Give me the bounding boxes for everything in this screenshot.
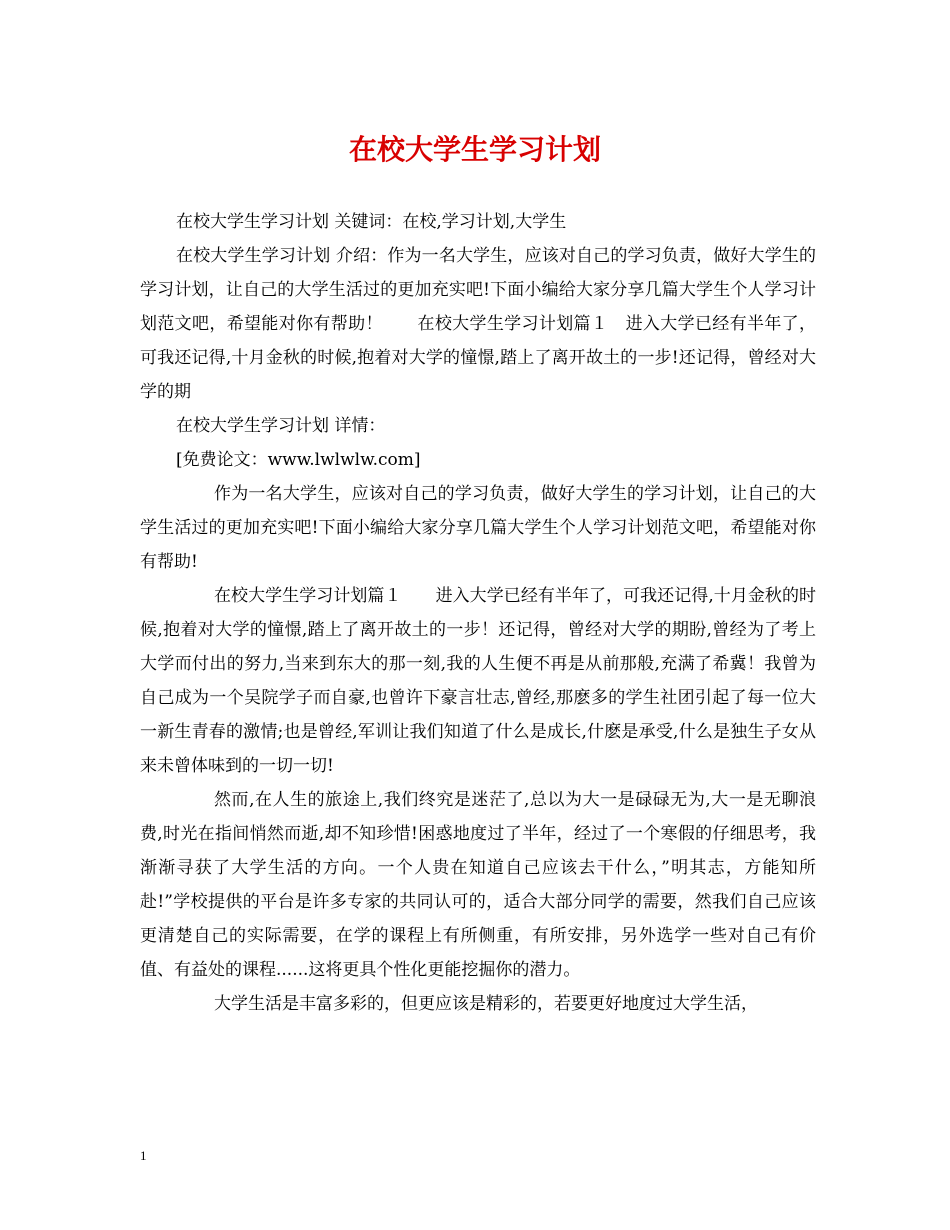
body-paragraph: 作为一名大学生，应该对自己的学习负责，做好大学生的学习计划，让自己的大学生活过的更加充实吧!下面小编给大家分享几篇大学生个人学习计划范文吧，希望能对你有帮助!: [140, 484, 816, 572]
keywords-paragraph: 在校大学生学习计划 关键词：在校,学习计划,大学生: [176, 212, 567, 232]
body-paragraph: 然而,在人生的旅途上,我们终究是迷茫了,总以为大一是碌碌无为,大一是无聊浪费,时光在指间悄然而逝,却不知珍惜!困惑地度过了半年，经过了一个寒假的仔细思考，我渐渐寻获了大学生活的方向。一个人贵在知道自己应该去干什么，”明其志，方能知所赴!”学校提供的平台是许多专家的共同认可的，适合大部分同学的需要，然我们自己应该更清楚自己的实际需要，在学的课程上有所侧重，有所安排，另外选学一些对自己有价值、有益处的课程......这将更具个性化更能挖掘你的潜力。: [140, 790, 816, 980]
details-heading: 在校大学生学习计划 详情：: [176, 416, 386, 436]
page-number: 1: [140, 1148, 147, 1163]
document-title: 在校大学生学习计划: [348, 133, 601, 166]
body-paragraph: 在校大学生学习计划篇１ 进入大学已经有半年了，可我还记得,十月金秋的时候,抱着对大学的憧憬,踏上了离开故土的一步！还记得，曾经对大学的期盼,曾经为了考上大学而付出的努力,当来到东大的那一刻,我的人生便不再是从前那般,充满了希冀！我曾为自己成为一个吴院学子而自豪,也曾许下豪言壮志,曾经,那麽多的学生社团引起了每一位大一新生青春的激情;也是曾经,军训让我们知道了什么是成长,什麽是承受,什么是独生子女从来未曾体味到的一切一切!: [140, 586, 816, 776]
body-paragraph: 大学生活是丰富多彩的，但更应该是精彩的，若要更好地度过大学生活，: [214, 994, 758, 1014]
document-body: [140, 205, 816, 1021]
intro-paragraph: 在校大学生学习计划 介绍：作为一名大学生，应该对自己的学习负责，做好大学生的学习计划，让自己的大学生活过的更加充实吧!下面小编给大家分享几篇大学生个人学习计划范文吧，希望能对你有帮助！ 在校大学生学习计划篇１ 进入大学已经有半年了，可我还记得,十月金秋的时候,抱着对大学的憧憬,踏上了离开故土的一步!还记得，曾经对大学的期: [140, 246, 816, 402]
source-link-text: [免费论文：www.lwlwlw.com]: [176, 450, 421, 470]
